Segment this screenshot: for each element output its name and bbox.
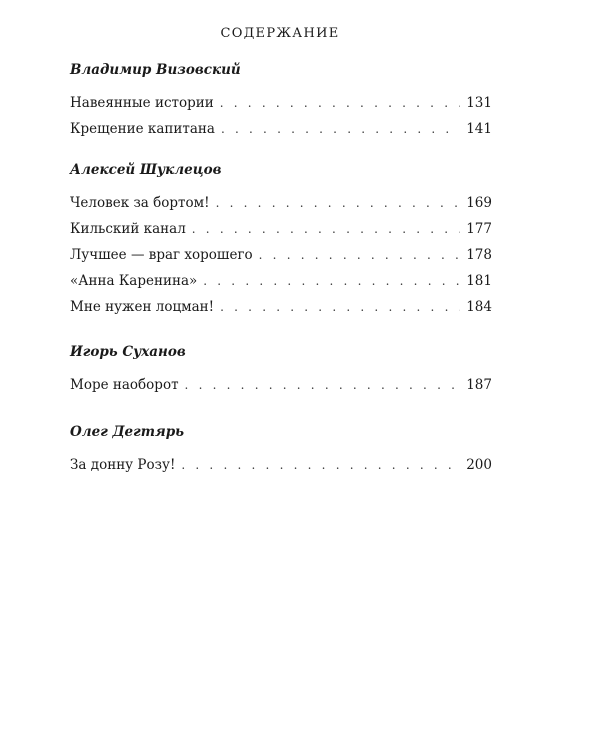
entry-title: Навеянные истории	[70, 95, 214, 111]
page-number: 178	[466, 247, 492, 263]
dot-leader	[192, 216, 460, 242]
author-name: Алексей Шуклецов	[70, 162, 222, 178]
toc-section	[70, 342, 492, 398]
entry-title: «Анна Каренина»	[70, 273, 198, 289]
entry-list	[70, 90, 492, 142]
dot-leader	[181, 452, 460, 478]
entry-title: Лучшее — враг хорошего	[70, 247, 253, 263]
toc-entry[interactable]	[70, 242, 492, 268]
page-number: 200	[466, 457, 492, 473]
dot-leader	[220, 294, 460, 320]
entry-title: За донну Розу!	[70, 457, 176, 473]
entry-title: Мне нужен лоцман!	[70, 299, 215, 315]
toc-section	[70, 60, 492, 142]
author-name: Олег Дегтярь	[70, 424, 185, 440]
page-number: 169	[466, 195, 492, 211]
toc-section	[70, 160, 492, 320]
entry-list	[70, 190, 492, 320]
page-number: 187	[466, 377, 492, 393]
dot-leader	[220, 90, 460, 116]
entry-list	[70, 452, 492, 478]
toc-entry[interactable]	[70, 90, 492, 116]
dot-leader	[185, 372, 461, 398]
toc-entry[interactable]	[70, 216, 492, 242]
dot-leader	[221, 116, 460, 142]
entry-title: Человек за бортом!	[70, 195, 210, 211]
dot-leader	[203, 268, 460, 294]
toc-entry[interactable]	[70, 116, 492, 142]
entry-title: Крещение капитана	[70, 121, 215, 137]
author-name: Владимир Визовский	[70, 62, 241, 78]
page-number: 181	[466, 273, 492, 289]
entry-title: Кильский канал	[70, 221, 186, 237]
entry-title: Море наоборот	[70, 377, 179, 393]
page-number: 177	[466, 221, 492, 237]
page-title: СОДЕРЖАНИЕ	[220, 26, 340, 41]
toc-section	[70, 422, 492, 478]
dot-leader	[259, 242, 461, 268]
entry-list	[70, 372, 492, 398]
author-name: Игорь Суханов	[70, 344, 186, 360]
page-number: 131	[466, 95, 492, 111]
toc-entry[interactable]	[70, 294, 492, 320]
dot-leader	[216, 190, 461, 216]
toc-entry[interactable]	[70, 452, 492, 478]
toc-entry[interactable]	[70, 190, 492, 216]
toc-entry[interactable]	[70, 372, 492, 398]
toc-entry[interactable]	[70, 268, 492, 294]
page-number: 141	[466, 121, 492, 137]
page-number: 184	[466, 299, 492, 315]
